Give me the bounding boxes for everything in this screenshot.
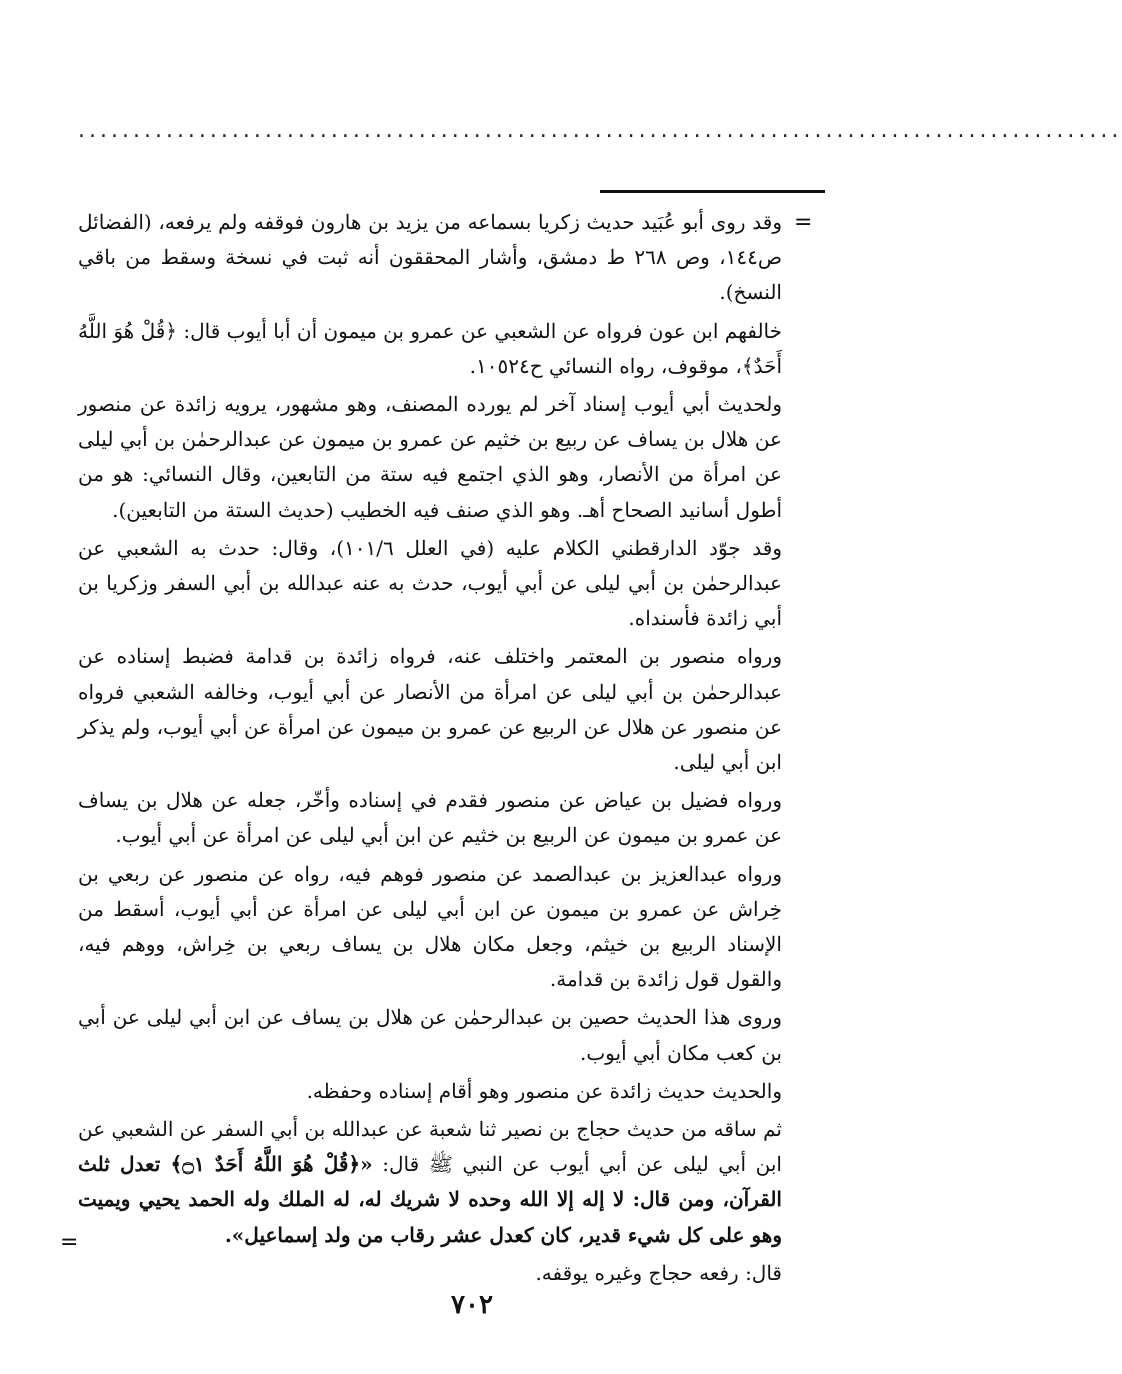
- footnote-rule: [600, 190, 825, 193]
- separator-dots: ...............................................................................................: [78, 118, 1122, 143]
- paragraph-fudayl: ورواه فضيل بن عياض عن منصور فقدم في إسناده وأخّر، جعله عن هلال بن يساف عن عمرو بن ميمون عن الربيع بن خثيم عن ابن أبي ليلى عن امرأة عن أبي أيوب.: [78, 788, 782, 848]
- paragraph-mansur: ورواه منصور بن المعتمر واختلف عنه، فرواه زائدة بن قدامة فضبط إسناده عن عبدالرحمٰن بن أبي ليلى عن امرأة من الأنصار عن أبي أيوب، وخالفه الشعبي فرواه عن منصور عن هلال عن الربيع عن عمرو بن ميمون عن امرأة عن أبي أيوب، ولم يذكر ابن أبي ليلى.: [78, 644, 782, 775]
- paragraph-zaida: والحديث حديث زائدة عن منصور وهو أقام إسناده وحفظه.: [306, 1078, 782, 1103]
- paragraph-abdulaziz: ورواه عبدالعزيز بن عبدالصمد عن منصور فوهم فيه، رواه عن منصور عن ربعي بن خِراش عن عمرو بن ميمون عن ابن أبي ليلى عن امرأة عن أبي أيوب، أسقط من الإسناد الربيع بن خيثم، وجعل مكان هلال بن يساف ربعي بن خِراش، ووهم فيه، والقول قول زائدة بن قدامة.: [78, 861, 782, 992]
- page-number: ٧٠٢: [451, 1290, 493, 1320]
- paragraph-abu-ubayd: وقد روى أبو عُبَيد حديث زكريا بسماعه من يزيد بن هارون فوقفه ولم يرفعه، (الفضائل ص١٤٤، وص ٢٦٨ ط دمشق، وأشار المحققون أنه ثبت في نسخة وسقط من باقي النسخ).: [78, 210, 782, 305]
- paragraph-ibn-awn: خالفهم ابن عون فرواه عن الشعبي عن عمرو بن ميمون أن أبا أيوب قال: ﴿قُلْ هُوَ اللَّهُ أَحَدٌ﴾، موقوف، رواه النسائي ح١٠٥٢٤.: [78, 318, 782, 378]
- paragraph-daraqutni: وقد جوّد الدارقطني الكلام عليه (في العلل ١٠١/٦)، وقال: حدث به الشعبي عن عبدالرحمٰن بن أبي ليلى عن أبي أيوب، حدث به عنه عبدالله بن أبي السفر وزكريا بن أبي زائدة فأسنداه.: [78, 535, 783, 631]
- hadith-text: «﴿قُلْ هُوَ اللَّهُ أَحَدٌ ۝١﴾ تعدل ثلث القرآن، ومن قال: لا إله إلا الله وحده لا شريك له، له الملك وله الحمد يحيي ويميت وهو على كل شيء قدير، كان كعدل عشر رقاب من ولد إسماعيل».: [78, 1152, 782, 1247]
- hajjaj-intro: ثم ساقه من حديث حجاج بن نصير ثنا شعبة عن عبدالله بن أبي السفر عن الشعبي عن ابن أبي ليلى عن أبي أيوب عن النبي ﷺ قال:: [78, 1117, 782, 1177]
- paragraph-closing: قال: رفعه حجاج وغيره يوقفه.: [535, 1260, 782, 1285]
- paragraph-hajjaj: [78, 1112, 782, 1253]
- continuation-mark-bottom: =: [60, 1230, 79, 1255]
- footnote-text: [78, 205, 782, 1294]
- paragraph-another-isnad: ولحديث أبي أيوب إسناد آخر لم يورده المصنف، وهو مشهور، يرويه زائدة عن منصور عن هلال بن يساف عن ربيع بن خثيم عن عمرو بن ميمون عن عبدالرحمٰن بن أبي ليلى عن امرأة من الأنصار، وهو الذي اجتمع فيه ستة من التابعين، وقال النسائي: هو من أطول أسانيد الصحاح أهـ. وهو الذي صنف فيه الخطيب (حديث الستة من التابعين).: [78, 392, 782, 522]
- continuation-mark-top: =: [794, 210, 813, 235]
- paragraph-husayn: وروى هذا الحديث حصين بن عبدالرحمٰن عن هلال بن يساف عن ابن أبي ليلى عن أبي بن كعب مكان أبي أيوب.: [78, 1005, 782, 1065]
